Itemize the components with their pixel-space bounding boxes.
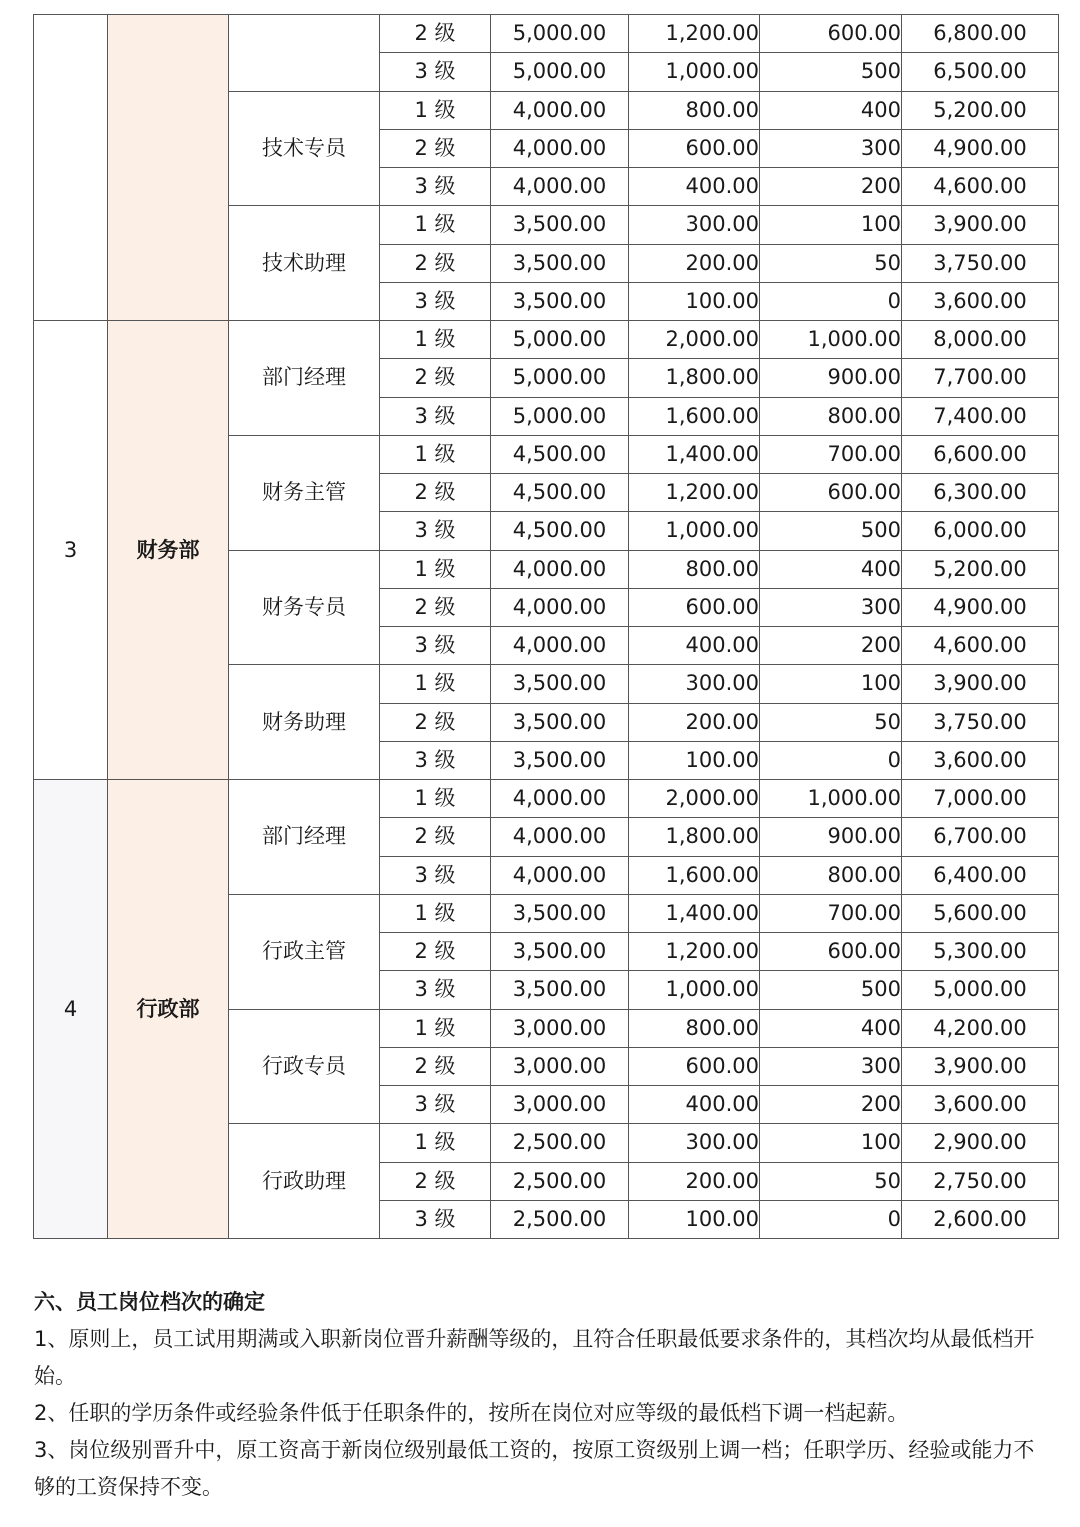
base-salary: 4,000.00: [491, 627, 629, 665]
total-salary: 7,700.00: [902, 359, 1059, 397]
base-salary: 3,500.00: [491, 282, 629, 320]
post-allowance: 2,000.00: [629, 321, 760, 359]
post-allowance: 400.00: [629, 1086, 760, 1124]
post-allowance: 1,600.00: [629, 856, 760, 894]
group-number: 3: [34, 321, 108, 780]
grade-level: 2 级: [380, 933, 491, 971]
grade-level: 2 级: [380, 818, 491, 856]
performance-pay: 500: [760, 512, 902, 550]
position-name: 行政专员: [229, 1009, 380, 1124]
base-salary: 4,500.00: [491, 474, 629, 512]
total-salary: 6,500.00: [902, 53, 1059, 91]
total-salary: 5,200.00: [902, 550, 1059, 588]
post-allowance: 1,400.00: [629, 894, 760, 932]
performance-pay: 800.00: [760, 397, 902, 435]
performance-pay: 400: [760, 91, 902, 129]
total-salary: 6,700.00: [902, 818, 1059, 856]
post-allowance: 300.00: [629, 206, 760, 244]
grade-level: 3 级: [380, 856, 491, 894]
grade-level: 1 级: [380, 1009, 491, 1047]
base-salary: 3,000.00: [491, 1009, 629, 1047]
total-salary: 5,600.00: [902, 894, 1059, 932]
position-name: 财务专员: [229, 550, 380, 665]
post-allowance: 2,000.00: [629, 780, 760, 818]
section-heading: 六、员工岗位档次的确定: [34, 1290, 265, 1314]
grade-level: 1 级: [380, 435, 491, 473]
grade-level: 2 级: [380, 244, 491, 282]
table-row: [34, 321, 1059, 359]
position-name: 技术助理: [229, 206, 380, 321]
base-salary: 5,000.00: [491, 53, 629, 91]
post-allowance: 800.00: [629, 91, 760, 129]
grade-level: 3 级: [380, 53, 491, 91]
total-salary: 3,600.00: [902, 741, 1059, 779]
post-allowance: 100.00: [629, 1200, 760, 1238]
performance-pay: 0: [760, 741, 902, 779]
base-salary: 5,000.00: [491, 15, 629, 53]
performance-pay: 50: [760, 1162, 902, 1200]
grade-level: 3 级: [380, 627, 491, 665]
base-salary: 3,000.00: [491, 1047, 629, 1085]
performance-pay: 1,000.00: [760, 321, 902, 359]
department-name: 财务部: [108, 321, 229, 780]
performance-pay: 50: [760, 244, 902, 282]
post-allowance: 100.00: [629, 282, 760, 320]
base-salary: 4,000.00: [491, 168, 629, 206]
performance-pay: 900.00: [760, 359, 902, 397]
performance-pay: 1,000.00: [760, 780, 902, 818]
performance-pay: 100: [760, 1124, 902, 1162]
base-salary: 2,500.00: [491, 1200, 629, 1238]
grade-level: 2 级: [380, 1047, 491, 1085]
post-allowance: 300.00: [629, 665, 760, 703]
total-salary: 3,900.00: [902, 665, 1059, 703]
grade-level: 2 级: [380, 359, 491, 397]
performance-pay: 700.00: [760, 435, 902, 473]
total-salary: 4,900.00: [902, 129, 1059, 167]
base-salary: 3,500.00: [491, 741, 629, 779]
position-name: 部门经理: [229, 780, 380, 895]
position-name: 行政主管: [229, 894, 380, 1009]
base-salary: 2,500.00: [491, 1124, 629, 1162]
grade-level: 2 级: [380, 703, 491, 741]
base-salary: 2,500.00: [491, 1162, 629, 1200]
total-salary: 6,300.00: [902, 474, 1059, 512]
note-paragraph-2: 2、任职的学历条件或经验条件低于任职条件的，按所在岗位对应等级的最低档下调一档起薪。: [34, 1401, 909, 1425]
post-allowance: 1,200.00: [629, 933, 760, 971]
total-salary: 3,750.00: [902, 244, 1059, 282]
post-allowance: 1,400.00: [629, 435, 760, 473]
grade-level: 1 级: [380, 894, 491, 932]
base-salary: 4,000.00: [491, 91, 629, 129]
total-salary: 3,600.00: [902, 1086, 1059, 1124]
position-name: 部门经理: [229, 321, 380, 436]
performance-pay: 0: [760, 282, 902, 320]
department-name: [108, 15, 229, 321]
post-allowance: 600.00: [629, 588, 760, 626]
total-salary: 2,600.00: [902, 1200, 1059, 1238]
total-salary: 5,000.00: [902, 971, 1059, 1009]
total-salary: 4,200.00: [902, 1009, 1059, 1047]
table-row: [34, 780, 1059, 818]
performance-pay: 400: [760, 1009, 902, 1047]
grade-level: 3 级: [380, 168, 491, 206]
grade-level: 1 级: [380, 91, 491, 129]
grade-level: 2 级: [380, 588, 491, 626]
department-name: 行政部: [108, 780, 229, 1239]
post-allowance: 100.00: [629, 741, 760, 779]
post-allowance: 1,600.00: [629, 397, 760, 435]
position-name: 行政助理: [229, 1124, 380, 1239]
base-salary: 4,000.00: [491, 588, 629, 626]
total-salary: 7,400.00: [902, 397, 1059, 435]
grade-level: 3 级: [380, 1200, 491, 1238]
note-paragraph-1: 1、原则上，员工试用期满或入职新岗位晋升薪酬等级的，且符合任职最低要求条件的，其档次均从最低档开始。: [34, 1327, 1035, 1388]
performance-pay: 200: [760, 1086, 902, 1124]
performance-pay: 200: [760, 168, 902, 206]
base-salary: 3,500.00: [491, 244, 629, 282]
performance-pay: 300: [760, 1047, 902, 1085]
performance-pay: 50: [760, 703, 902, 741]
post-allowance: 800.00: [629, 550, 760, 588]
total-salary: 5,300.00: [902, 933, 1059, 971]
base-salary: 4,000.00: [491, 129, 629, 167]
grade-level: 3 级: [380, 741, 491, 779]
total-salary: 3,750.00: [902, 703, 1059, 741]
performance-pay: 700.00: [760, 894, 902, 932]
notes-section: [34, 1284, 1049, 1506]
total-salary: 6,400.00: [902, 856, 1059, 894]
base-salary: 3,500.00: [491, 206, 629, 244]
base-salary: 4,000.00: [491, 818, 629, 856]
total-salary: 6,000.00: [902, 512, 1059, 550]
performance-pay: 600.00: [760, 933, 902, 971]
grade-level: 3 级: [380, 282, 491, 320]
performance-pay: 600.00: [760, 15, 902, 53]
base-salary: 3,500.00: [491, 703, 629, 741]
post-allowance: 200.00: [629, 1162, 760, 1200]
post-allowance: 300.00: [629, 1124, 760, 1162]
salary-grade-table: [33, 14, 1059, 1239]
position-name: 技术专员: [229, 91, 380, 206]
base-salary: 3,000.00: [491, 1086, 629, 1124]
base-salary: 3,500.00: [491, 971, 629, 1009]
base-salary: 4,000.00: [491, 856, 629, 894]
base-salary: 5,000.00: [491, 397, 629, 435]
post-allowance: 600.00: [629, 1047, 760, 1085]
total-salary: 5,200.00: [902, 91, 1059, 129]
grade-level: 3 级: [380, 397, 491, 435]
performance-pay: 200: [760, 627, 902, 665]
post-allowance: 1,000.00: [629, 53, 760, 91]
group-number: [34, 15, 108, 321]
post-allowance: 1,200.00: [629, 474, 760, 512]
performance-pay: 0: [760, 1200, 902, 1238]
base-salary: 4,500.00: [491, 435, 629, 473]
grade-level: 3 级: [380, 971, 491, 1009]
grade-level: 3 级: [380, 1086, 491, 1124]
position-name: 财务助理: [229, 665, 380, 780]
performance-pay: 500: [760, 971, 902, 1009]
base-salary: 4,000.00: [491, 550, 629, 588]
performance-pay: 900.00: [760, 818, 902, 856]
base-salary: 3,500.00: [491, 894, 629, 932]
total-salary: 3,900.00: [902, 1047, 1059, 1085]
total-salary: 6,600.00: [902, 435, 1059, 473]
performance-pay: 300: [760, 129, 902, 167]
table-row: [34, 15, 1059, 53]
post-allowance: 1,200.00: [629, 15, 760, 53]
grade-level: 1 级: [380, 321, 491, 359]
base-salary: 3,500.00: [491, 933, 629, 971]
total-salary: 4,600.00: [902, 168, 1059, 206]
total-salary: 2,750.00: [902, 1162, 1059, 1200]
total-salary: 3,600.00: [902, 282, 1059, 320]
grade-level: 1 级: [380, 780, 491, 818]
grade-level: 1 级: [380, 550, 491, 588]
total-salary: 4,600.00: [902, 627, 1059, 665]
grade-level: 3 级: [380, 512, 491, 550]
total-salary: 3,900.00: [902, 206, 1059, 244]
grade-level: 2 级: [380, 1162, 491, 1200]
post-allowance: 800.00: [629, 1009, 760, 1047]
post-allowance: 200.00: [629, 703, 760, 741]
group-number: 4: [34, 780, 108, 1239]
performance-pay: 100: [760, 206, 902, 244]
performance-pay: 500: [760, 53, 902, 91]
position-name: 财务主管: [229, 435, 380, 550]
base-salary: 3,500.00: [491, 665, 629, 703]
total-salary: 8,000.00: [902, 321, 1059, 359]
total-salary: 2,900.00: [902, 1124, 1059, 1162]
total-salary: 7,000.00: [902, 780, 1059, 818]
post-allowance: 1,800.00: [629, 359, 760, 397]
base-salary: 4,500.00: [491, 512, 629, 550]
post-allowance: 1,000.00: [629, 512, 760, 550]
post-allowance: 1,000.00: [629, 971, 760, 1009]
performance-pay: 800.00: [760, 856, 902, 894]
performance-pay: 600.00: [760, 474, 902, 512]
base-salary: 5,000.00: [491, 321, 629, 359]
performance-pay: 400: [760, 550, 902, 588]
post-allowance: 1,800.00: [629, 818, 760, 856]
total-salary: 4,900.00: [902, 588, 1059, 626]
post-allowance: 600.00: [629, 129, 760, 167]
base-salary: 4,000.00: [491, 780, 629, 818]
position-name: [229, 15, 380, 92]
base-salary: 5,000.00: [491, 359, 629, 397]
grade-level: 1 级: [380, 665, 491, 703]
grade-level: 1 级: [380, 1124, 491, 1162]
post-allowance: 400.00: [629, 168, 760, 206]
grade-level: 1 级: [380, 206, 491, 244]
post-allowance: 200.00: [629, 244, 760, 282]
post-allowance: 400.00: [629, 627, 760, 665]
note-paragraph-3: 3、岗位级别晋升中，原工资高于新岗位级别最低工资的，按原工资级别上调一档；任职学历、经验或能力不够的工资保持不变。: [34, 1438, 1035, 1499]
total-salary: 6,800.00: [902, 15, 1059, 53]
grade-level: 2 级: [380, 474, 491, 512]
grade-level: 2 级: [380, 15, 491, 53]
grade-level: 2 级: [380, 129, 491, 167]
performance-pay: 300: [760, 588, 902, 626]
performance-pay: 100: [760, 665, 902, 703]
